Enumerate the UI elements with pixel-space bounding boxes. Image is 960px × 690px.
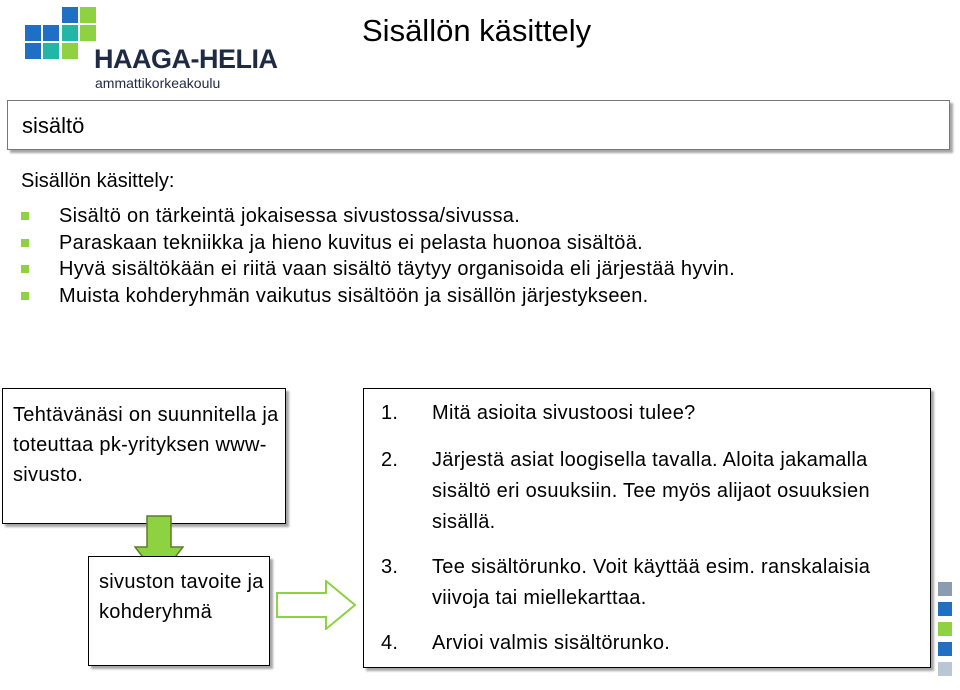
step-number: 1. [381,402,399,424]
logo-name: HAAGA-HELIA [94,44,278,74]
topic-label: sisältö [22,113,85,138]
bullet-square-icon [21,265,29,273]
steps-box [363,388,931,668]
bullet-text: Hyvä sisältökään ei riitä vaan sisältö täytyy organisoida eli järjestää hyvin. [59,258,735,280]
step-text: Arvioi valmis sisältörunko. [432,632,671,654]
bullet-square-icon [21,212,29,220]
decorative-squares-icon [938,582,958,682]
step-text: Tee sisältörunko. Voit käyttää esim. ranskalaisia viivoja tai miellekarttaa. [432,556,871,609]
bullet-square-icon [21,239,29,247]
bullet-item [20,230,735,257]
step-text: Mitä asioita sivustoosi tulee? [432,402,696,424]
step-number: 4. [381,632,399,654]
logo [22,4,278,94]
logo-tagline: ammattikorkeakoulu [95,75,221,91]
bullet-item [20,203,735,230]
step-text: Järjestä asiat loogisella tavalla. Aloita jakamalla sisältö eri osuuksiin. Tee myös alijaot osuuksien sisällä. [432,449,870,533]
bullet-square-icon [21,292,29,300]
step-number: 2. [381,449,399,471]
goal-box [88,556,270,666]
bullet-text: Muista kohderyhmän vaikutus sisältöön ja sisällön järjestykseen. [59,284,649,307]
bullet-list [20,203,735,309]
section-subtitle: Sisällön käsittely: [21,170,175,192]
topic-box [7,100,950,150]
goal-text: sivuston tavoite ja kohderyhmä [99,571,264,623]
step-number: 3. [381,556,399,578]
bullet-text: Sisältö on tärkeintä jokaisessa sivustossa/sivussa. [59,205,521,227]
bullet-text: Paraskaan tekniikka ja hieno kuvitus ei pelasta huonoa sisältöä. [59,231,643,254]
page-title: Sisällön käsittely [362,13,592,48]
task-box [2,388,286,524]
task-text: Tehtävänäsi on suunnitella ja toteuttaa pk-yrityksen www-sivusto. [13,404,279,486]
bullet-item [20,256,735,283]
bullet-item [20,283,735,310]
right-arrow-icon [276,580,356,630]
